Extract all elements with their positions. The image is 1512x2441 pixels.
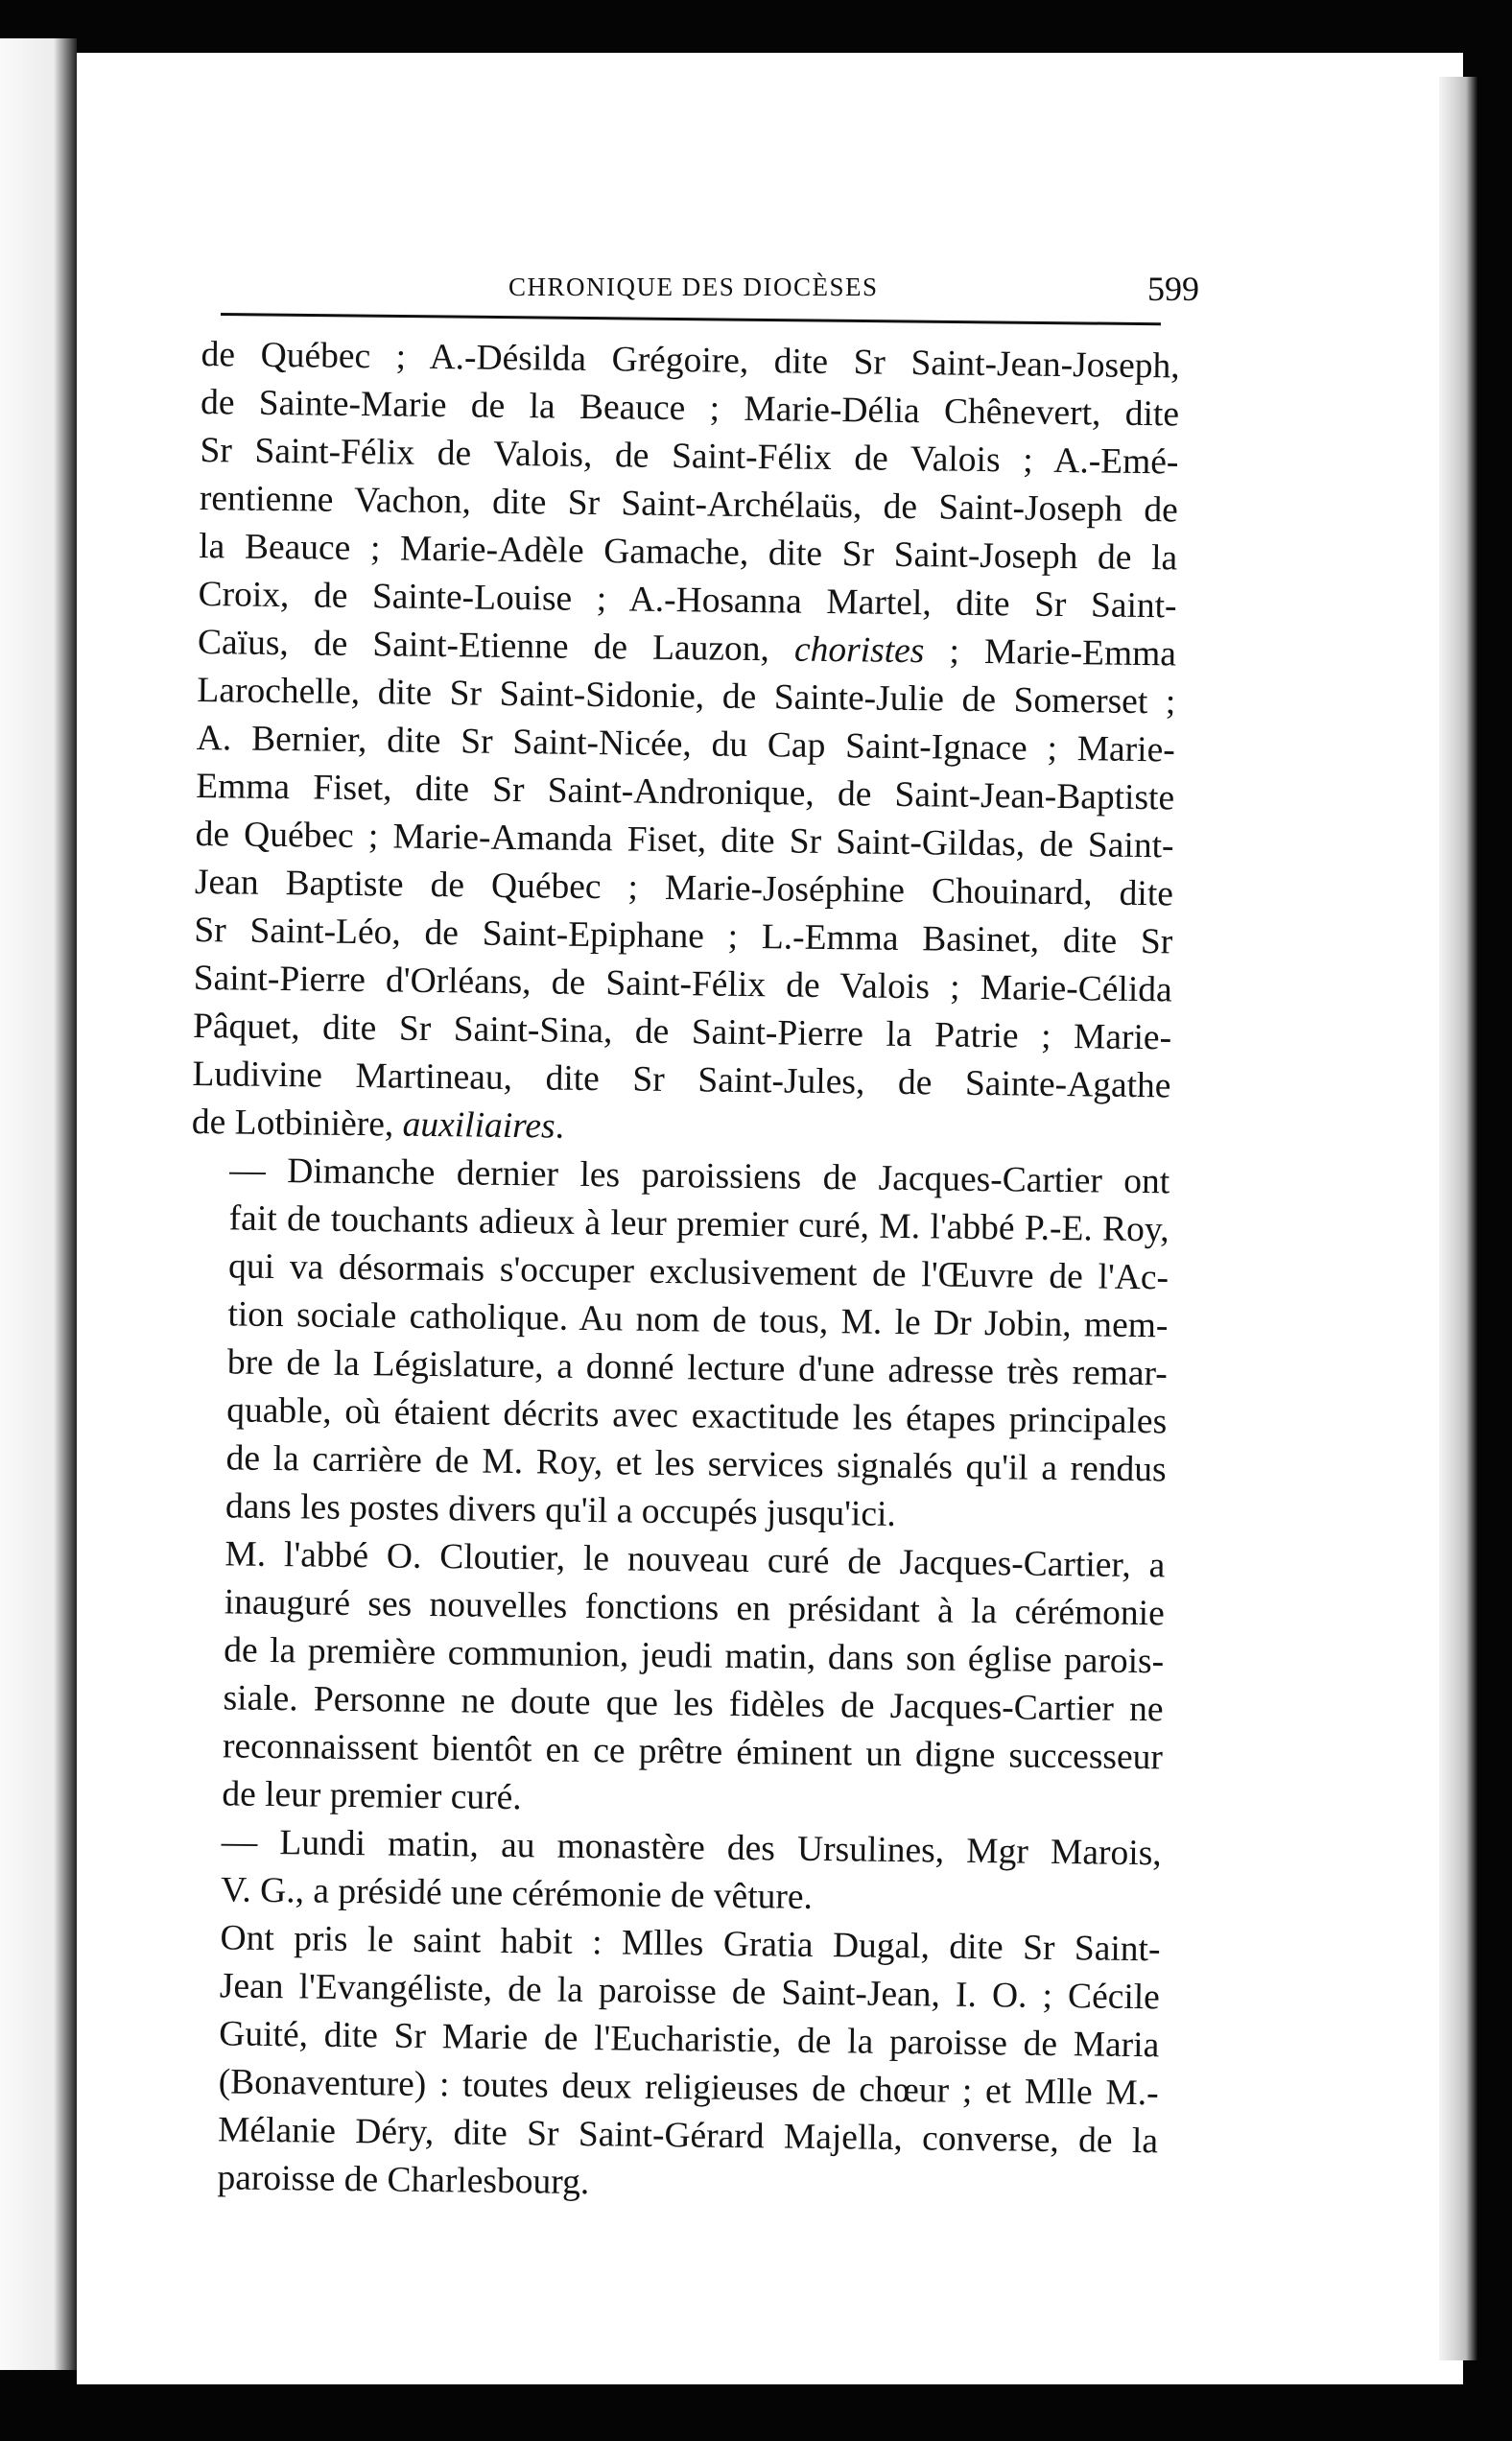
text-line: Sr Saint-Félix de Valois, de Saint-Félix de Valois ; A.-Emé- — [200, 430, 1179, 483]
running-title: CHRONIQUE DES DIOCÈSES — [508, 273, 879, 301]
text-line: (Bonaventure) : toutes deux religieuses de chœur ; et Mlle M.- — [218, 2062, 1159, 2114]
text-line: dans les postes divers qu'il a occupés jusqu'ici. — [224, 1486, 897, 1534]
text-line: paroisse de Charlesbourg. — [217, 2158, 590, 2203]
text-line: de la première communion, jeudi matin, dans son église parois- — [223, 1630, 1165, 1682]
text-line: V. G., a présidé une cérémonie de vêture. — [220, 1870, 814, 1917]
text-line: Larochelle, dite Sr Saint-Sidonie, de Sainte-Julie de Somerset ; — [197, 670, 1176, 723]
text-line: fait de touchants adieux à leur premier curé, M. l'abbé P.-E. Roy, — [228, 1198, 1169, 1250]
italic-word: choristes — [793, 629, 925, 672]
page-edge-shadow — [1439, 77, 1477, 2360]
header-rule — [221, 313, 1161, 325]
text-line: Ludivine Martineau, dite Sr Saint-Jules, de Sainte-Agathe — [192, 1054, 1171, 1106]
text-line: qui va désormais s'occuper exclusivement de l'Œuvre de l'Ac- — [227, 1246, 1169, 1298]
text-line: de Lotbinière, auxiliaires. — [191, 1102, 565, 1147]
text-line: Caïus, de Saint-Etienne de Lauzon, choristes ; Marie-Emma — [197, 622, 1177, 675]
paragraph-5 — [178, 1914, 1161, 2214]
text-line: M. l'abbé O. Cloutier, le nouveau curé de Jacques-Cartier, a — [224, 1534, 1166, 1586]
text-line: Pâquet, dite Sr Saint-Sina, de Saint-Pierre la Patrie ; Marie- — [192, 1006, 1172, 1058]
facing-page-edge — [0, 38, 77, 2370]
text-line: rentienne Vachon, dite Sr Saint-Archélaüs, de Saint-Joseph de — [199, 478, 1179, 531]
text-line: reconnaissent bientôt en ce prêtre éminent un digne successeur — [222, 1726, 1164, 1778]
text-line: de Québec ; Marie-Amanda Fiset, dite Sr Saint-Gildas, de Saint- — [195, 814, 1174, 866]
paragraph-3 — [183, 1530, 1166, 1830]
paragraph-2 — [187, 1147, 1170, 1542]
text-line: A. Bernier, dite Sr Saint-Nicée, du Cap Saint-Ignace ; Marie- — [196, 718, 1175, 770]
text-line: bre de la Législature, a donné lecture d'une adresse très remar- — [226, 1342, 1169, 1394]
text-line: la Beauce ; Marie-Adèle Gamache, dite Sr Saint-Joseph de la — [199, 526, 1178, 579]
text-line: quable, où étaient décrits avec exactitude les étapes principales — [226, 1390, 1168, 1442]
italic-word: auxiliaires — [402, 1104, 555, 1147]
text-line: — Lundi matin, au monastère des Ursulines, Mgr Marois, — [221, 1822, 1162, 1874]
running-head — [221, 259, 1199, 326]
body-text — [178, 331, 1180, 2214]
page-number: 599 — [1147, 270, 1199, 308]
text-line: Guité, dite Sr Marie de l'Eucharistie, de la paroisse de Maria — [219, 2014, 1160, 2066]
text-line: Jean Baptiste de Québec ; Marie-Joséphine Chouinard, dite — [194, 862, 1174, 914]
text-line: Saint-Pierre d'Orléans, de Saint-Félix de Valois ; Marie-Célida — [193, 958, 1172, 1010]
text-line: — Dimanche dernier les paroissiens de Jacques-Cartier ont — [229, 1150, 1170, 1202]
text-line: tion sociale catholique. Au nom de tous, M. le Dr Jobin, mem- — [227, 1294, 1169, 1346]
text-line: de Québec ; A.-Désilda Grégoire, dite Sr Saint-Jean-Joseph, — [201, 334, 1180, 387]
text-line: Mélanie Déry, dite Sr Saint-Gérard Majella, converse, de la — [217, 2110, 1159, 2162]
text-line: de la carrière de M. Roy, et les services signalés qu'il a rendus — [225, 1438, 1167, 1490]
text-line: siale. Personne ne doute que les fidèles de Jacques-Cartier ne — [223, 1678, 1164, 1730]
text-line: de leur premier curé. — [222, 1774, 522, 1818]
text-line: de Sainte-Marie de la Beauce ; Marie-Délia Chênevert, dite — [200, 382, 1180, 435]
text-line: Sr Saint-Léo, de Saint-Epiphane ; L.-Emma Basinet, dite Sr — [194, 910, 1173, 962]
text-line: inauguré ses nouvelles fonctions en présidant à la cérémonie — [224, 1582, 1165, 1634]
text-line: Emma Fiset, dite Sr Saint-Andronique, de Saint-Jean-Baptiste — [195, 766, 1175, 818]
paragraph-4 — [182, 1818, 1162, 1926]
text-line: Ont pris le saint habit : Mlles Gratia Dugal, dite Sr Saint- — [220, 1918, 1161, 1970]
text-line: Croix, de Sainte-Louise ; A.-Hosanna Martel, dite Sr Saint- — [198, 574, 1177, 627]
text-line: Jean l'Evangéliste, de la paroisse de Saint-Jean, I. O. ; Cécile — [219, 1966, 1161, 2018]
paragraph-1 — [192, 331, 1180, 1158]
